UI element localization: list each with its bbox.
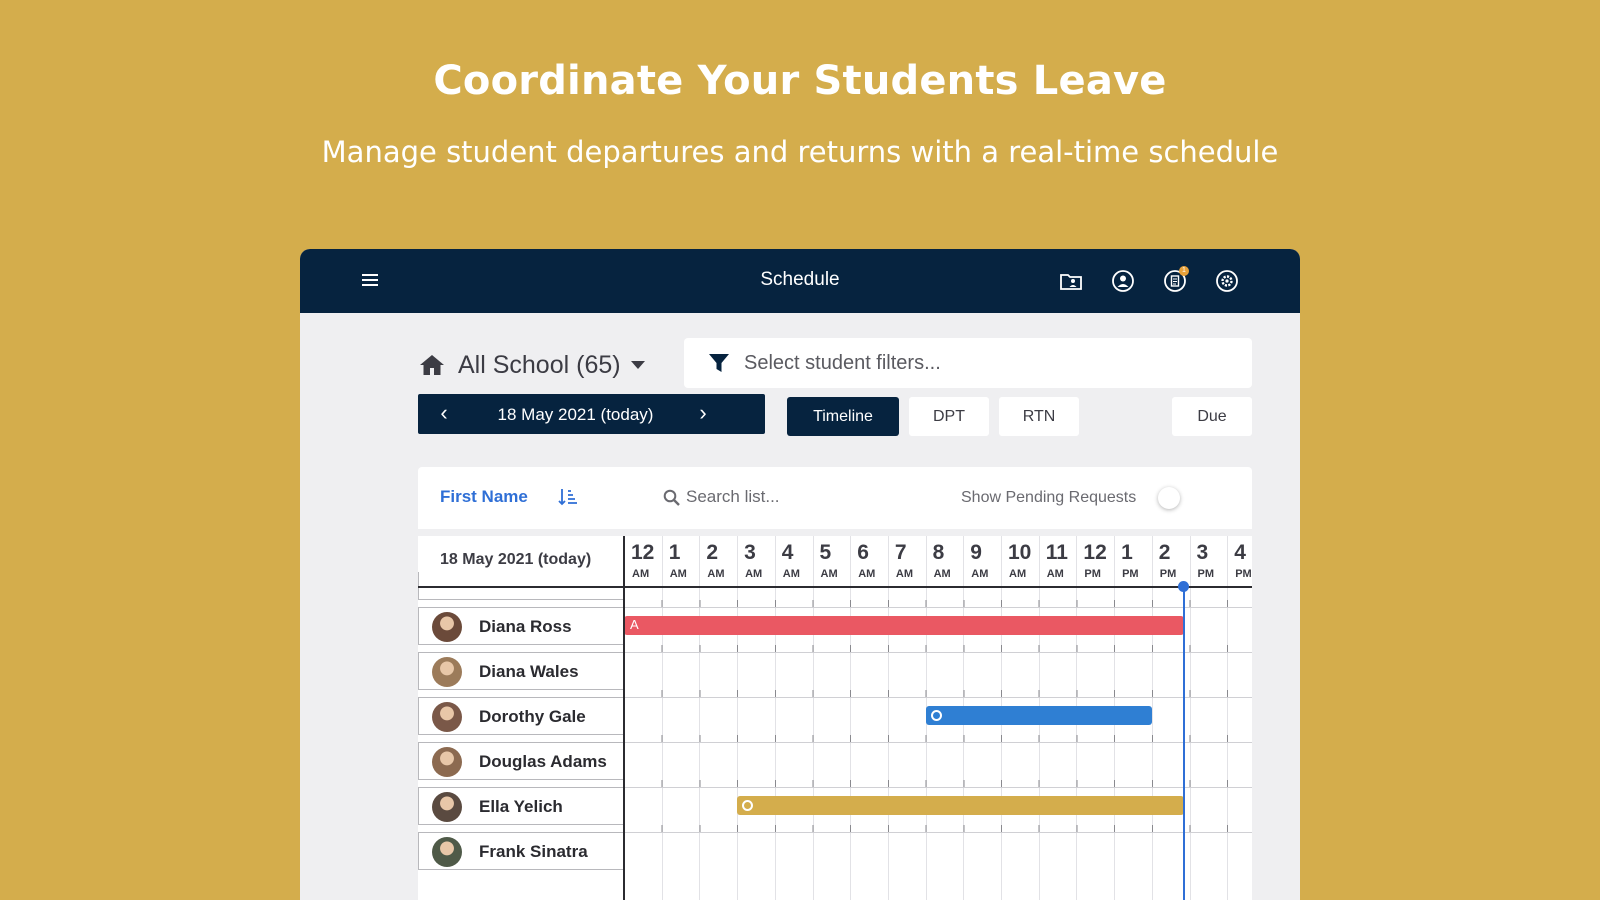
notifications-icon[interactable]	[1160, 266, 1190, 296]
student-name-cell[interactable]	[418, 697, 623, 735]
row-separator	[624, 600, 1252, 608]
caret-down-icon	[631, 361, 645, 369]
hour-period: PM	[1159, 568, 1177, 580]
hour-period: AM	[1009, 568, 1027, 580]
hour-number: 8	[932, 541, 945, 564]
tab-due[interactable]: Due	[1172, 397, 1252, 436]
row-separator	[624, 645, 1252, 653]
hour-period: PM	[1235, 568, 1252, 580]
student-name-cell[interactable]	[418, 742, 623, 780]
home-icon	[418, 353, 446, 377]
student-name: Diana Wales	[479, 662, 579, 681]
table-row	[418, 742, 1252, 780]
student-filter-input[interactable]	[684, 338, 1252, 388]
student-name: Frank Sinatra	[479, 842, 588, 861]
hour-number: 12	[1083, 541, 1107, 564]
hour-period: PM	[1197, 568, 1214, 580]
leave-bar[interactable]	[624, 616, 1184, 635]
page-title: Schedule	[760, 269, 840, 290]
notification-badge: 1	[1179, 266, 1189, 276]
row-separator	[624, 735, 1252, 743]
tab-rtn[interactable]: RTN	[999, 397, 1079, 436]
hour-period: AM	[745, 568, 763, 580]
avatar	[432, 792, 462, 822]
filter-icon	[708, 352, 730, 374]
hour-period: AM	[632, 568, 650, 580]
filter-placeholder: Select student filters...	[744, 351, 941, 374]
hour-period: AM	[933, 568, 951, 580]
scope-label: All School (65)	[458, 350, 621, 379]
settings-gear-icon[interactable]	[1212, 266, 1242, 296]
hour-number: 10	[1008, 541, 1032, 564]
hour-number: 3	[744, 541, 756, 564]
leave-bar[interactable]	[926, 706, 1152, 725]
hour-number: 5	[819, 541, 832, 564]
hour-period: AM	[669, 568, 687, 580]
pending-requests-label: Show Pending Requests	[961, 489, 1137, 506]
table-row	[418, 832, 1252, 870]
next-day-button[interactable]: ›	[699, 400, 707, 425]
hour-number: 6	[857, 541, 869, 564]
hour-number: 11	[1045, 541, 1068, 564]
student-name-cell[interactable]	[418, 787, 623, 825]
hour-period: PM	[1084, 568, 1101, 580]
student-name-cell[interactable]	[418, 832, 623, 870]
hour-number: 12	[631, 541, 655, 564]
pending-requests-toggle[interactable]	[1158, 487, 1180, 509]
prev-day-button[interactable]: ‹	[440, 400, 448, 425]
hour-period: AM	[858, 568, 876, 580]
date-navigator	[418, 394, 765, 434]
tab-dpt[interactable]: DPT	[909, 397, 989, 436]
current-time-line	[1183, 586, 1185, 900]
table-row	[418, 697, 1252, 735]
sort-order-icon[interactable]	[558, 487, 578, 507]
hour-period: PM	[1122, 568, 1139, 580]
search-list-input[interactable]	[686, 483, 886, 511]
student-name: Douglas Adams	[479, 752, 607, 771]
avatar	[432, 612, 462, 642]
student-name: Dorothy Gale	[479, 707, 586, 726]
hero-subtitle: Manage student departures and returns with a real-time schedule	[321, 135, 1279, 169]
student-name-cell[interactable]	[418, 652, 623, 690]
hour-number: 4	[1234, 541, 1246, 564]
row-separator	[624, 690, 1252, 698]
hour-number: 3	[1196, 541, 1209, 564]
name-column-divider	[623, 536, 625, 900]
hero-title: Coordinate Your Students Leave	[433, 58, 1167, 104]
hour-number: 2	[1158, 541, 1171, 564]
grid-date-header: 18 May 2021 (today)	[440, 551, 592, 568]
table-row	[418, 787, 1252, 825]
leave-status-icon	[931, 710, 942, 721]
avatar	[432, 747, 462, 777]
hour-number: 2	[706, 541, 719, 564]
search-icon	[663, 489, 681, 507]
avatar	[432, 702, 462, 732]
avatar	[432, 657, 462, 687]
timeline-grid	[418, 536, 1252, 900]
header-border	[418, 586, 1252, 588]
current-date-label[interactable]: 18 May 2021 (today)	[497, 405, 654, 424]
hour-number: 1	[668, 541, 681, 564]
student-folder-icon[interactable]	[1056, 266, 1086, 296]
leave-bar[interactable]	[737, 796, 1184, 815]
hour-period: AM	[820, 568, 838, 580]
tab-timeline[interactable]: Timeline	[787, 397, 899, 436]
top-bar	[300, 249, 1300, 313]
row-separator	[624, 825, 1252, 833]
list-header	[418, 467, 1252, 529]
avatar	[432, 837, 462, 867]
hour-period: AM	[1046, 568, 1064, 580]
app-window	[300, 249, 1300, 900]
hour-period: AM	[971, 568, 989, 580]
hour-number: 1	[1121, 541, 1133, 564]
hour-period: AM	[782, 568, 800, 580]
table-row	[418, 652, 1252, 690]
student-name-cell[interactable]	[418, 607, 623, 645]
hour-number: 9	[970, 541, 982, 564]
leave-status-label: A	[630, 617, 639, 632]
row-separator	[624, 780, 1252, 788]
hour-number: 4	[781, 541, 794, 564]
scope-dropdown[interactable]	[418, 345, 645, 385]
student-name: Ella Yelich	[479, 797, 563, 816]
leave-status-icon	[742, 800, 753, 811]
student-name: Diana Ross	[479, 617, 572, 636]
hour-period: AM	[707, 568, 725, 580]
sort-by-first-name[interactable]: First Name	[440, 487, 528, 506]
profile-icon[interactable]	[1108, 266, 1138, 296]
hour-number: 7	[894, 541, 907, 564]
table-row	[418, 607, 1252, 645]
hour-period: AM	[895, 568, 913, 580]
